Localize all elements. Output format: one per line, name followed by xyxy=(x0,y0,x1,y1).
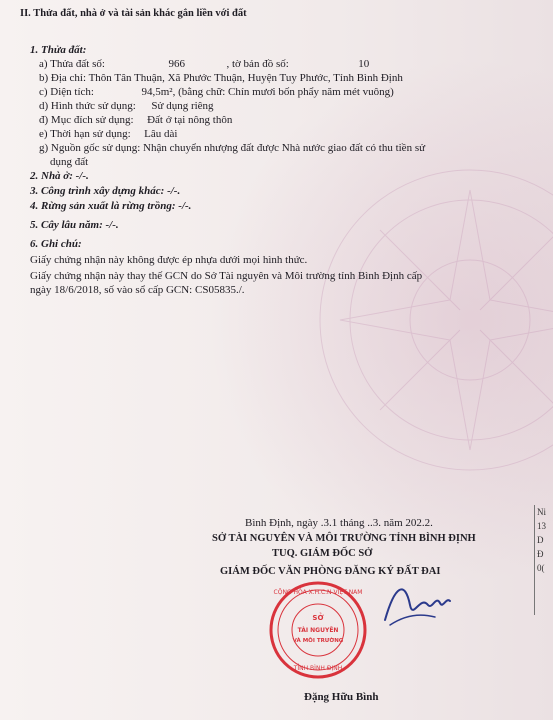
forest-heading: 4. Rừng sản xuất là rừng trồng: -/-. xyxy=(30,200,192,212)
map-number: 10 xyxy=(358,58,370,70)
usage-term-row: e) Thời hạn sử dụng: Lâu dài xyxy=(39,128,178,140)
land-heading: 1. Thửa đất: xyxy=(30,44,87,56)
signer-name: Đặng Hữu Bình xyxy=(304,691,379,703)
area-row: c) Diện tích: 94,5m², (bằng chữ: Chín mươi bốn phẩy năm mét vuông) xyxy=(39,86,394,98)
seal-inner-1: SỞ xyxy=(312,614,324,622)
house-heading: 2. Nhà ở: -/-. xyxy=(30,170,89,182)
seal-inner-2: TÀI NGUYÊN xyxy=(297,627,339,634)
usage-purpose-row: đ) Mục đích sử dụng: Đất ở tại nông thôn xyxy=(39,114,233,126)
land-plot-row: a) Thửa đất số: 966 , tờ bản đồ số: 10 xyxy=(39,58,370,70)
watermark-emblem xyxy=(300,150,553,480)
perennial-heading: 5. Cây lâu năm: -/-. xyxy=(30,219,119,231)
address-row: b) Địa chỉ: Thôn Tân Thuận, Xã Phước Thuận, Huyện Tuy Phước, Tỉnh Bình Định xyxy=(39,72,403,84)
other-construction-heading: 3. Công trình xây dựng khác: -/-. xyxy=(30,185,181,197)
section-title: II. Thửa đất, nhà ở và tài sản khác gắn liền với đất xyxy=(20,8,247,19)
origin-row-cont: dụng đất xyxy=(50,156,89,168)
note-line-1: Giấy chứng nhận này không được ép nhựa dưới mọi hình thức. xyxy=(30,254,308,266)
notes-heading: 6. Ghi chú: xyxy=(30,238,82,250)
org-name: SỞ TÀI NGUYÊN VÀ MÔI TRƯỜNG TỈNH BÌNH ĐỊNH xyxy=(212,533,476,544)
official-seal xyxy=(268,580,368,680)
note-line-3: ngày 18/6/2018, số vào sổ cấp GCN: CS05835./. xyxy=(30,284,245,296)
date-line: Bình Định, ngày .3.1 tháng ..3. năm 202.2. xyxy=(245,517,433,529)
usage-form-row: d) Hình thức sử dụng: Sử dụng riêng xyxy=(39,100,214,112)
handwritten-signature xyxy=(380,575,460,635)
org-authority: TUQ. GIÁM ĐỐC SỞ xyxy=(272,548,373,559)
right-edge-fragment: Ni 13 D Đ 0( xyxy=(534,505,553,615)
seal-inner-3: VÀ MÔI TRƯỜNG xyxy=(292,638,344,644)
plot-number: 966 xyxy=(168,58,185,70)
note-line-2: Giấy chứng nhận này thay thế GCN do Sở Tài nguyên và Môi trường tỉnh Bình Định cấp xyxy=(30,270,423,282)
seal-bottom-text: TỈNH BÌNH ĐỊNH xyxy=(293,665,343,672)
origin-row: g) Nguồn gốc sử dụng: Nhận chuyển nhượng đất được Nhà nước giao đất có thu tiền sử xyxy=(39,142,426,154)
seal-top-text: CỘNG HÒA X.H.C.N VIỆT NAM xyxy=(273,589,363,596)
org-director-title: GIÁM ĐỐC VĂN PHÒNG ĐĂNG KÝ ĐẤT ĐAI xyxy=(220,566,441,577)
